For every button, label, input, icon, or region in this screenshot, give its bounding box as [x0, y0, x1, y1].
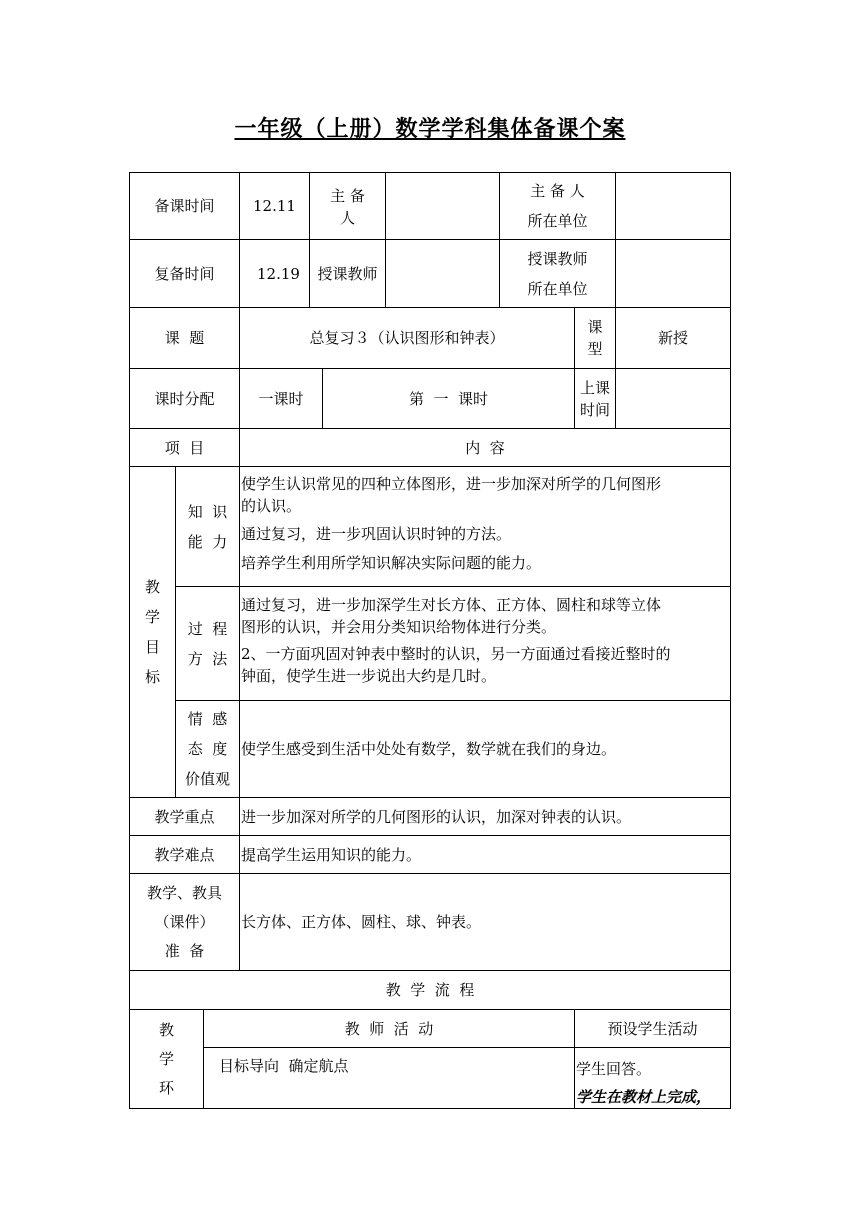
tools-label: 教学、教具 （课件） 准 备 [146, 883, 222, 960]
prep-time-label: 备课时间 [154, 197, 215, 215]
emotion-attitude-content: 使学生感受到生活中处处有数学，数学就在我们的身边。 [241, 740, 617, 758]
student-activity-content [576, 1055, 730, 1107]
process-method-content [241, 594, 730, 698]
text-line: 使学生认识常见的四种立体图形，进一步加深对所学的几何图形 [241, 475, 662, 493]
teacher-unit-value [616, 240, 730, 307]
text-line: 培养学生利用所学知识解决实际问题的能力。 [241, 554, 542, 572]
teaching-goals-label: 教 学 目 标 [144, 578, 160, 686]
class-time-label: 上课 时间 [579, 378, 610, 419]
emotion-attitude-label: 情 感 态 度 价值观 [184, 710, 230, 788]
main-preparer-unit-label: 主 备 人 所在单位 [527, 182, 588, 230]
text-line: 图形的认识，并会用分类知识给物体进行分类。 [241, 618, 557, 636]
class-time-value [616, 369, 730, 428]
text-line: 的认识。 [241, 497, 302, 515]
period-label: 课时分配 [154, 389, 215, 408]
teacher-value [386, 240, 499, 307]
knowledge-ability-content [241, 473, 730, 585]
main-preparer-label: 主 备 人 [330, 187, 365, 227]
item-header: 项 目 [164, 438, 205, 457]
teaching-flow-header: 教 学 流 程 [385, 981, 475, 999]
text-line: 钟面，使学生进一步说出大约是几时。 [241, 667, 497, 685]
teaching-stage-label: 教 学 环 [158, 1021, 174, 1097]
text-line: 通过复习，进一步巩固认识时钟的方法。 [241, 525, 512, 543]
review-time-value: 12.19 [257, 264, 300, 283]
period-value: 一课时 [258, 389, 304, 408]
page-title: 一年级（上册）数学学科集体备课个案 [234, 116, 626, 142]
review-time-label: 复备时间 [154, 264, 215, 283]
lesson-type-value: 新授 [657, 329, 688, 347]
teacher-activity-content: 目标导向 确定航点 [219, 1057, 349, 1075]
main-preparer-unit-value [616, 173, 730, 239]
student-activity-header: 预设学生活动 [607, 1019, 698, 1038]
text-line: 通过复习，进一步加深学生对长方体、正方体、圆柱和球等立体 [241, 596, 662, 614]
process-method-label: 过 程 方 法 [187, 619, 228, 668]
key-point-content: 进一步加深对所学的几何图形的认识，加深对钟表的认识。 [241, 807, 632, 826]
key-point-label: 教学重点 [154, 807, 215, 826]
text-line: 学生回答。 [576, 1060, 652, 1078]
tools-content: 长方体、正方体、圆柱、球、钟表。 [241, 913, 482, 931]
teacher-label: 授课教师 [317, 264, 378, 283]
prep-time-value: 12.11 [253, 197, 296, 215]
text-line: 2、一方面巩固对钟表中整时的认识，另一方面通过看接近整时的 [241, 645, 671, 663]
content-header: 内 容 [465, 438, 505, 457]
topic-label: 课 题 [164, 329, 205, 347]
knowledge-ability-label: 知 识 能 力 [187, 502, 228, 551]
difficulty-label: 教学难点 [154, 845, 215, 864]
lesson-type-label: 课 型 [587, 318, 603, 358]
text-line: 学生在教材上完成， [576, 1088, 712, 1106]
topic-value: 总复习３（认识图形和钟表） [309, 329, 505, 347]
teacher-activity-header: 教 师 活 动 [344, 1019, 434, 1038]
lesson-number: 第 一 课时 [408, 389, 489, 408]
main-preparer-value [386, 173, 499, 239]
teacher-unit-label: 授课教师 所在单位 [527, 249, 588, 298]
difficulty-content: 提高学生运用知识的能力。 [241, 845, 422, 864]
